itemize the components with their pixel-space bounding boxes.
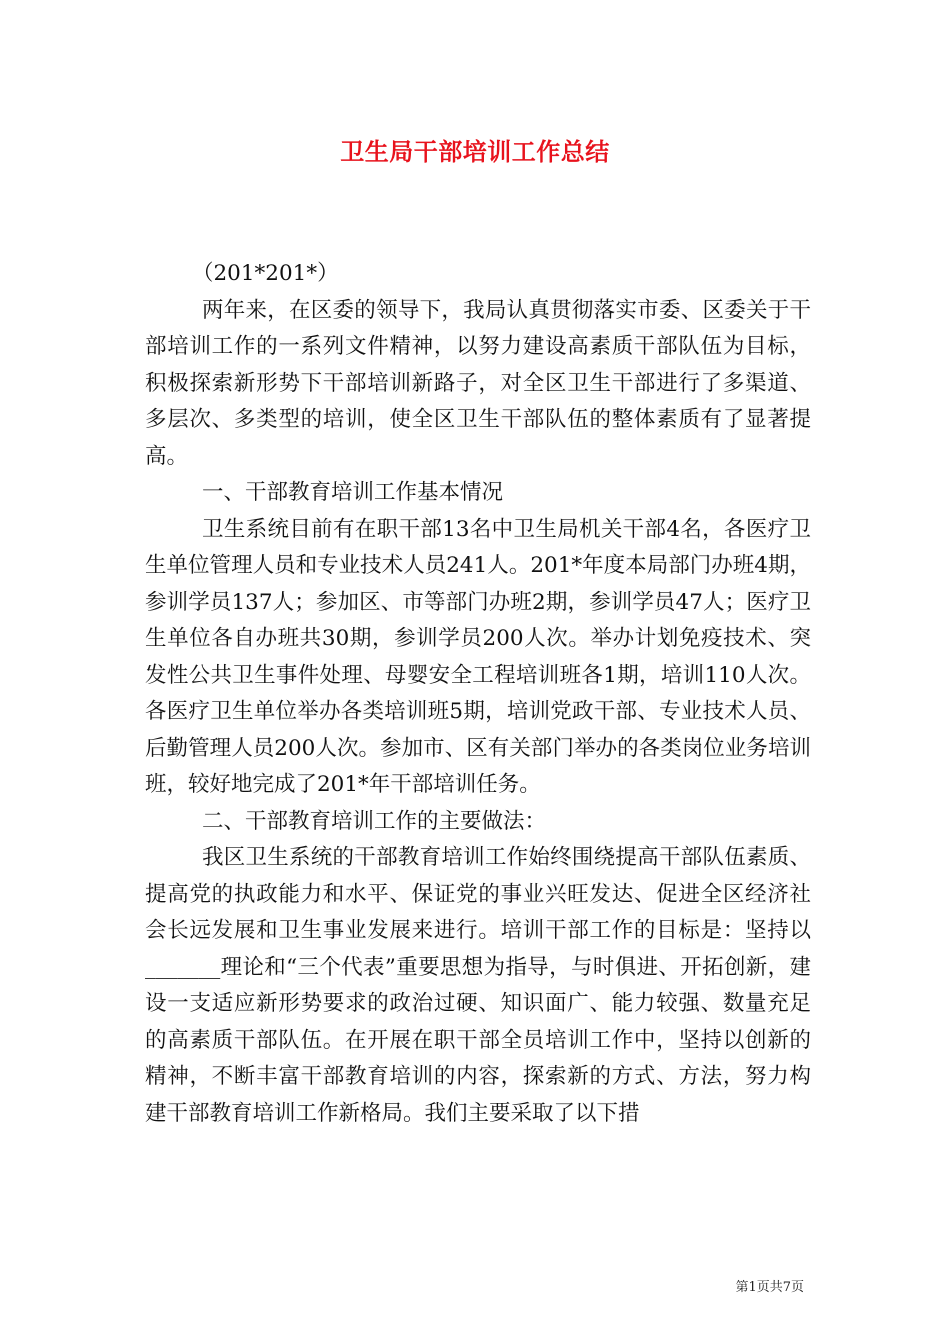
section-heading-2: 二、干部教育培训工作的主要做法： <box>202 808 547 834</box>
document-title: 卫生局干部培训工作总结 <box>340 137 610 166</box>
page-number: 第1页共7页 <box>735 1280 804 1295</box>
section-2-paragraph: 我区卫生系统的干部教育培训工作始终围绕提高干部队伍素质、提高党的执政能力和水平、保证党的事业兴旺发达、促进全区经济社会长远发展和卫生事业发展来进行。培训干部工作的目标是：坚持以_______理论和“三个代表”重要思想为指导，与时俱进、开拓创新，建设一支适应新形势要求的政治过硬、知识面广、能力较强、数量充足的高素质干部队伍。在开展在职干部全员培训工作中，坚持以创新的精神，不断丰富干部教育培训的内容，探索新的方式、方法，努力构建干部教育培训工作新格局。我们主要采取了以下措 <box>145 845 811 1126</box>
intro-paragraph: 两年来，在区委的领导下，我局认真贯彻落实市委、区委关于干部培训工作的一系列文件精神，以努力建设高素质干部队伍为目标，积极探索新形势下干部培训新路子，对全区卫生干部进行了多渠道、多层次、多类型的培训，使全区卫生干部队伍的整体素质有了显著提高。 <box>145 297 811 469</box>
section-heading-1: 一、干部教育培训工作基本情况 <box>202 480 504 505</box>
date-range-line: （201*201*） <box>192 261 339 286</box>
section-1-paragraph: 卫生系统目前有在职干部13名中卫生局机关干部4名，各医疗卫生单位管理人员和专业技术人员241人。201*年度本局部门办班4期，参训学员137人；参加区、市等部门办班2期，参训学员47人；医疗卫生单位各自办班共30期，参训学员200人次。举办计划免疫技术、突发性公共卫生事件处理、母婴安全工程培训班各1期，培训110人次。各医疗卫生单位举办各类培训班5期，培训党政干部、专业技术人员、后勤管理人员200人次。参加市、区有关部门举办的各类岗位业务培训班，较好地完成了201*年干部培训任务。 <box>145 516 811 797</box>
document-body <box>145 256 811 1132</box>
